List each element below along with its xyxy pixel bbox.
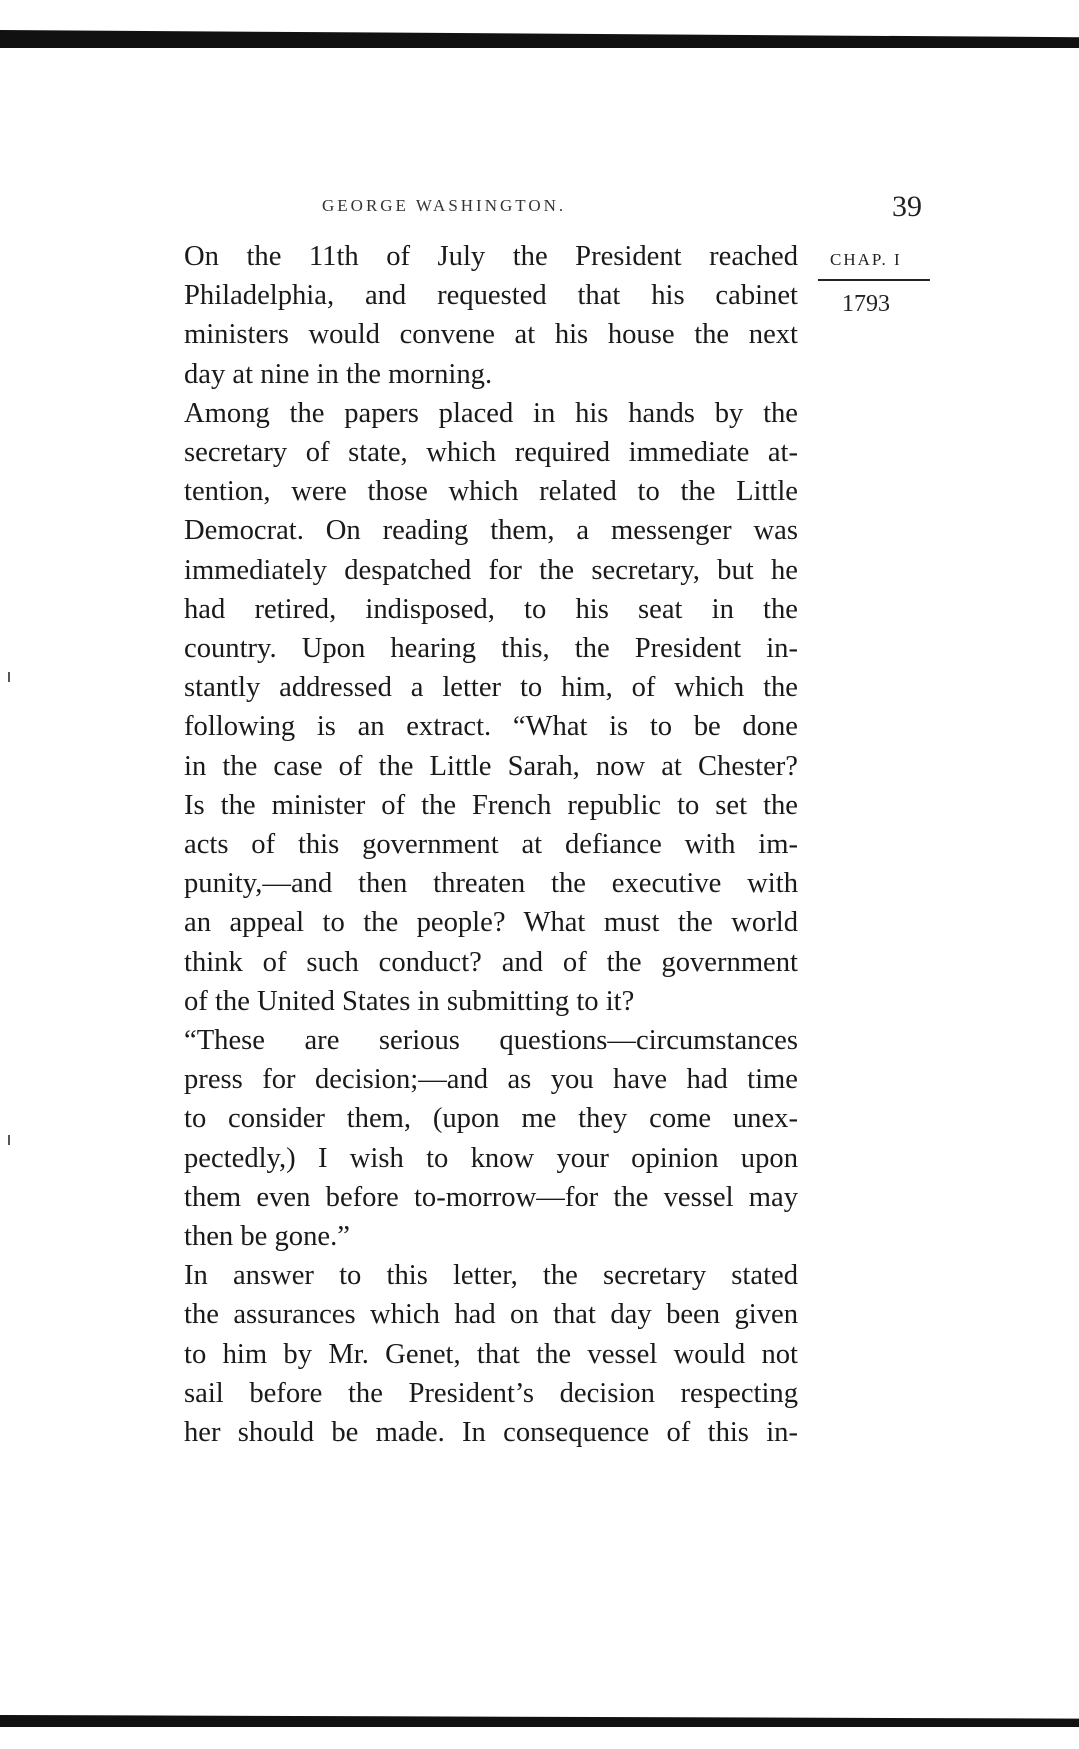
text-line: Philadelphia, and requested that his cabinet	[184, 280, 798, 312]
text-line: to consider them, (upon me they come unex-	[184, 1103, 798, 1135]
text-line: of the United States in submitting to it?	[184, 985, 635, 1017]
running-head: GEORGE WASHINGTON.	[322, 196, 567, 215]
text-line: Among the papers placed in his hands by the	[184, 397, 798, 429]
text-line: country. Upon hearing this, the President in-	[184, 633, 798, 665]
text-line: Is the minister of the French republic to set the	[184, 789, 798, 821]
text-line: tention, were those which related to the Little	[184, 476, 798, 508]
text-line: in the case of the Little Sarah, now at Chester?	[184, 750, 798, 782]
text-line: her should be made. In consequence of this in-	[184, 1417, 798, 1449]
margin-chapter-note: CHAP. I	[830, 250, 902, 269]
text-line: punity,—and then threaten the executive with	[184, 868, 798, 900]
margin-rule	[818, 279, 930, 281]
paragraph-2	[152, 394, 798, 1021]
text-line: following is an extract. “What is to be done	[184, 711, 798, 743]
text-line: an appeal to the people? What must the world	[184, 907, 798, 939]
text-line: then be gone.”	[184, 1221, 350, 1253]
text-line: the assurances which had on that day been given	[184, 1299, 798, 1331]
text-line: sail before the President’s decision respecting	[184, 1377, 798, 1409]
text-line: pectedly,) I wish to know your opinion upon	[184, 1142, 798, 1174]
text-line: stantly addressed a letter to him, of which the	[184, 672, 798, 704]
text-line: day at nine in the morning.	[184, 358, 493, 390]
text-line: ministers would convene at his house the next	[184, 319, 798, 351]
body-text	[152, 237, 798, 1452]
scan-speck	[8, 672, 10, 682]
paragraph-4	[152, 1256, 798, 1452]
text-line: Democrat. On reading them, a messenger was	[184, 515, 798, 547]
text-line: press for decision;—and as you have had time	[184, 1064, 798, 1096]
scan-edge-top	[0, 30, 1079, 48]
margin-year-note: 1793	[842, 291, 890, 317]
page-number: 39	[892, 190, 922, 223]
text-line: secretary of state, which required immediate at-	[184, 437, 798, 469]
text-line: In answer to this letter, the secretary stated	[184, 1260, 798, 1292]
text-line: them even before to-morrow—for the vessel may	[184, 1181, 798, 1213]
text-line: On the 11th of July the President reached	[184, 241, 798, 272]
text-line: think of such conduct? and of the government	[184, 946, 798, 978]
paragraph-1	[152, 237, 798, 394]
text-line: acts of this government at defiance with im-	[184, 829, 798, 861]
scan-speck	[8, 1135, 10, 1145]
paragraph-3	[152, 1021, 798, 1256]
text-line: had retired, indisposed, to his seat in the	[184, 593, 798, 625]
text-line: to him by Mr. Genet, that the vessel would not	[184, 1338, 798, 1370]
text-line: “These are serious questions—circumstances	[184, 1025, 798, 1057]
scan-edge-bottom	[0, 1715, 1079, 1727]
text-line: immediately despatched for the secretary, but he	[184, 554, 798, 586]
